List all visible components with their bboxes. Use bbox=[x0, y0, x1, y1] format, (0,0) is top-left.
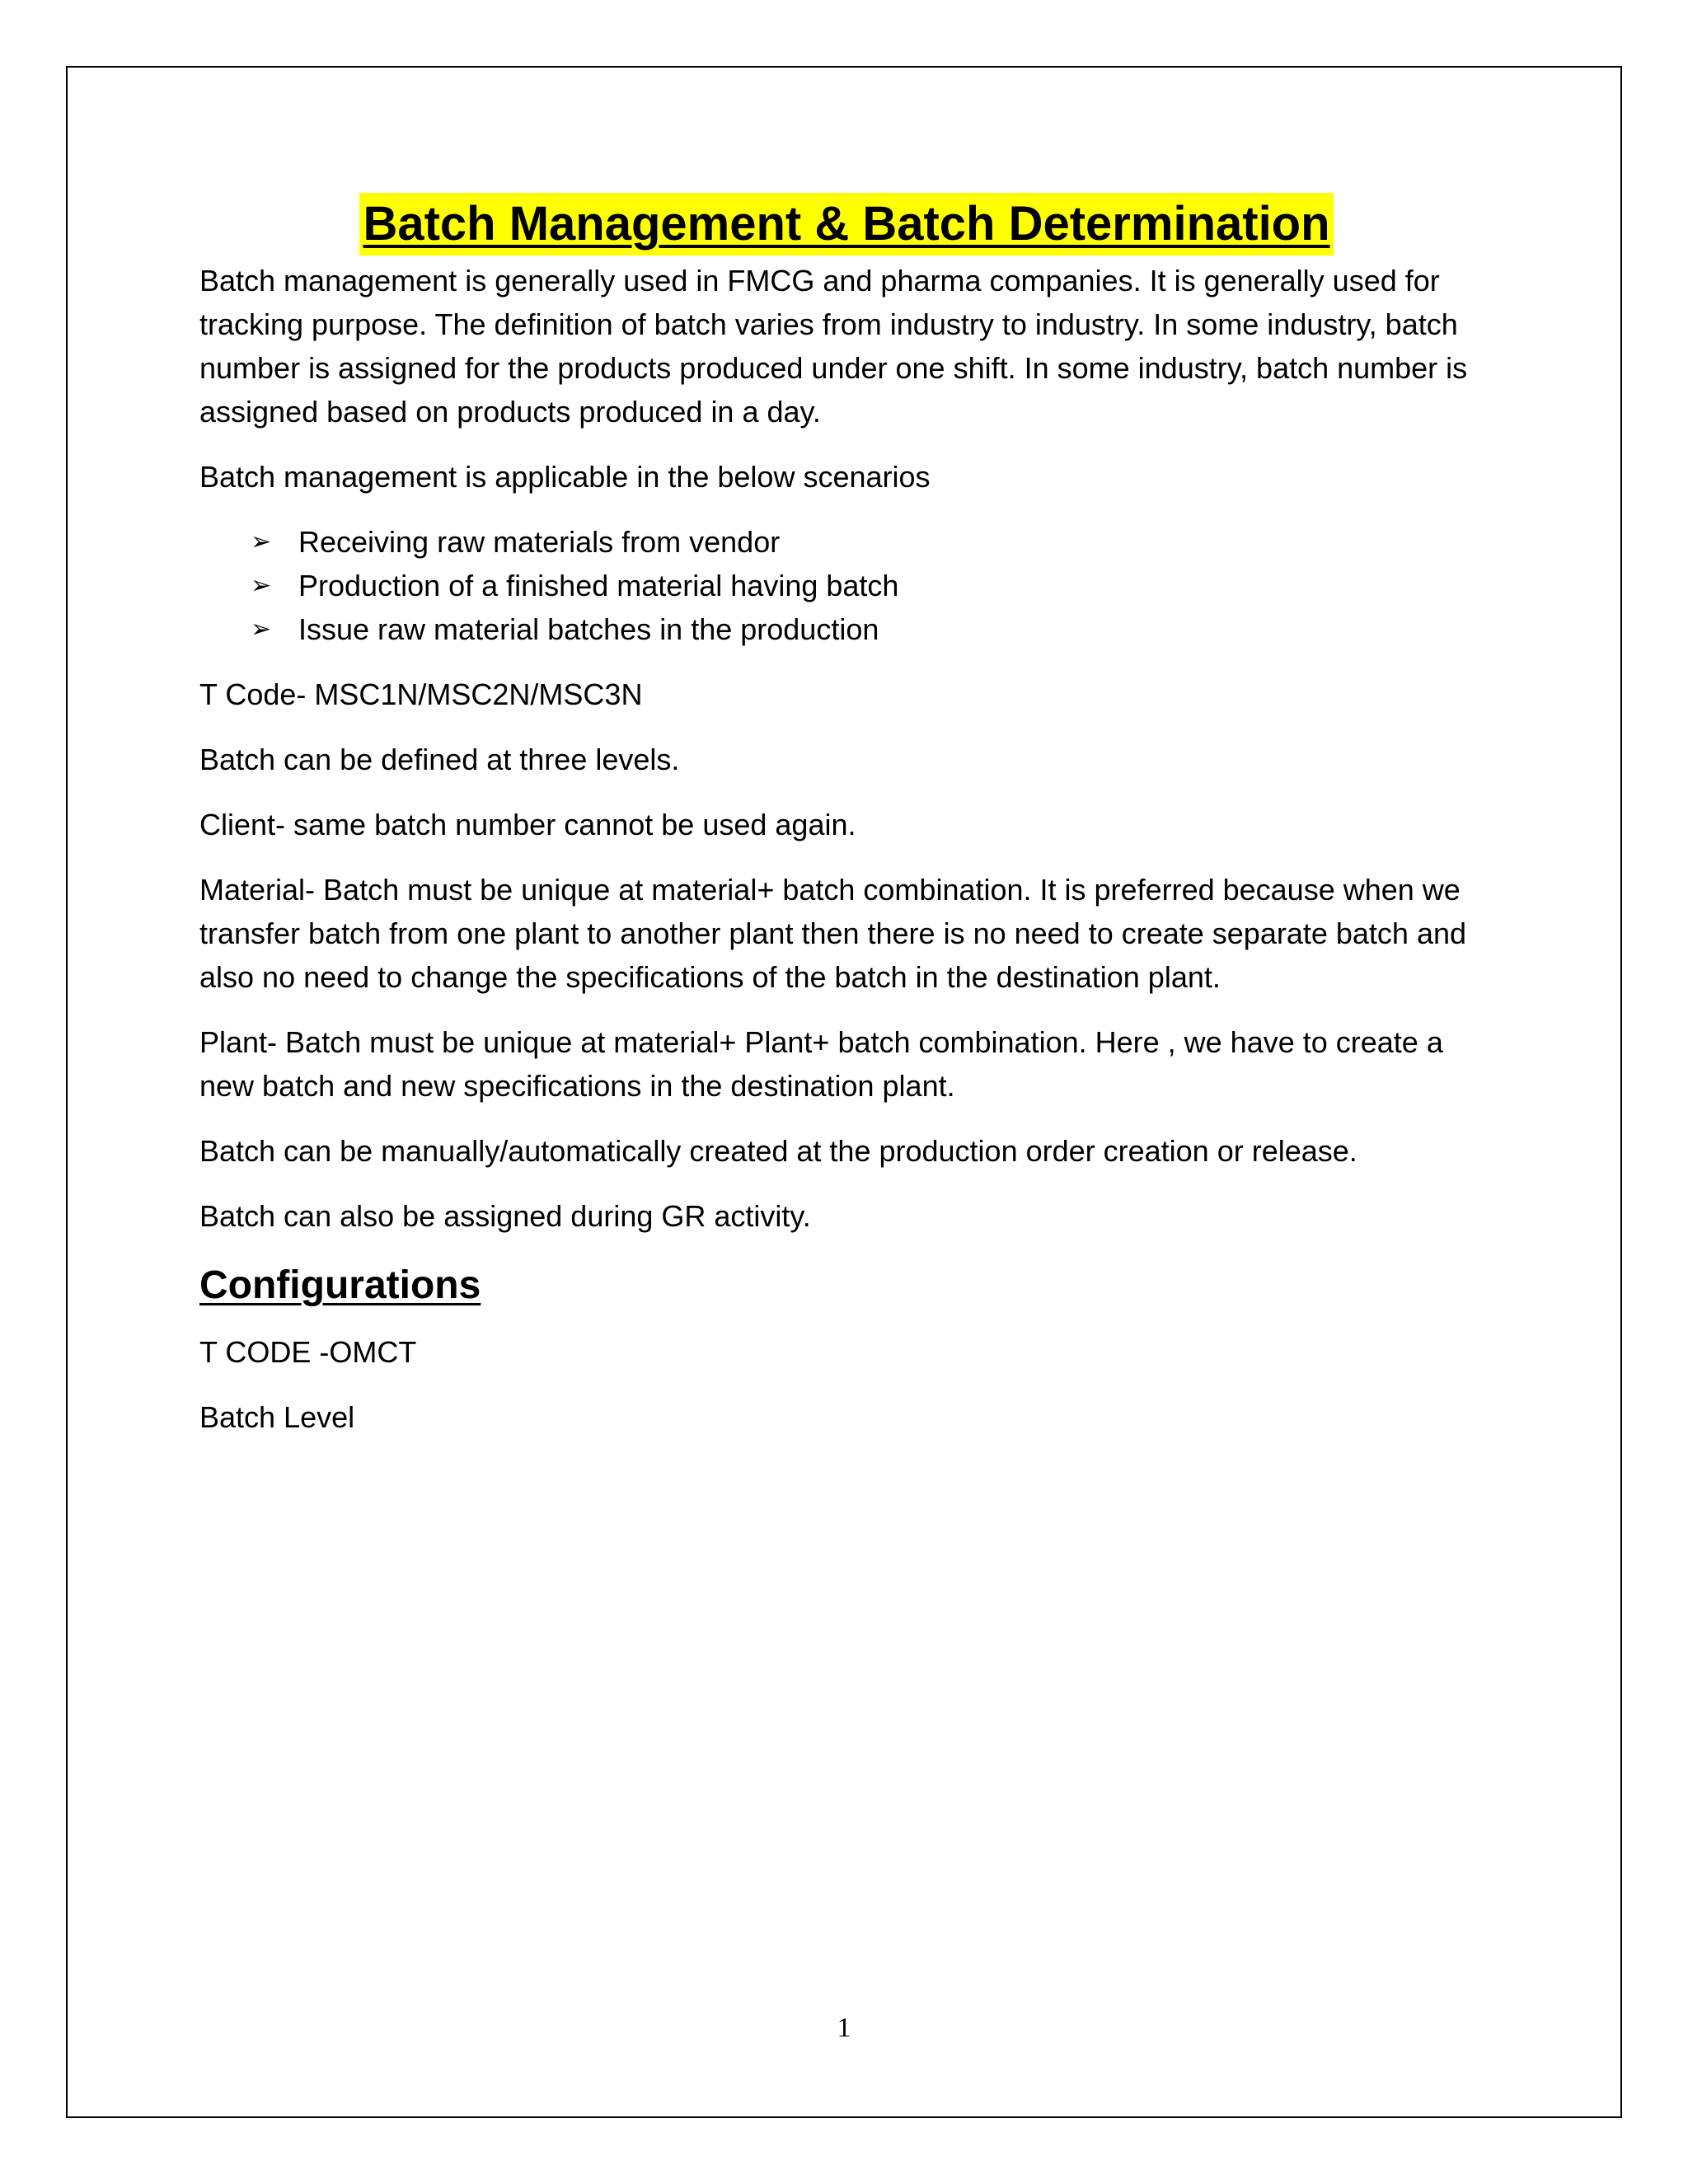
levels-paragraph: Batch can be defined at three levels. bbox=[199, 743, 680, 776]
arrowhead-bullet-icon: ➢ bbox=[251, 572, 272, 599]
material-level-paragraph: Material- Batch must be unique at material+ batch combination. It is preferred because when we transfer batch from one plant to another plant then there is no need to create separate batch and also no need to change the specifications of the batch in the destination plant. bbox=[199, 873, 1467, 994]
document-title: Batch Management & Batch Determination bbox=[359, 193, 1333, 255]
list-item bbox=[199, 607, 1493, 651]
title-container bbox=[199, 193, 1493, 255]
list-item bbox=[199, 520, 1493, 564]
list-item-text: Receiving raw materials from vendor bbox=[298, 525, 781, 559]
client-level-paragraph: Client- same batch number cannot be used again. bbox=[199, 808, 856, 841]
gr-assignment-paragraph: Batch can also be assigned during GR activity. bbox=[199, 1199, 811, 1233]
intro-paragraph: Batch management is generally used in FMCG and pharma companies. It is generally used for tracking purpose. The definition of batch varies from industry to industry. In some industry, batch number is assigned for the products produced under one shift. In some industry, batch number is assigned based on products produced in a day. bbox=[199, 264, 1468, 429]
list-item bbox=[199, 564, 1493, 607]
arrowhead-bullet-icon: ➢ bbox=[251, 528, 272, 555]
scenario-list bbox=[199, 520, 1493, 651]
page-number: 1 bbox=[837, 2013, 851, 2043]
list-item-text: Issue raw material batches in the production bbox=[298, 612, 879, 646]
section-heading: Configurations bbox=[199, 1263, 481, 1307]
list-item-text: Production of a finished material having batch bbox=[298, 569, 899, 602]
document-body bbox=[199, 193, 1493, 1460]
tcode-paragraph: T Code- MSC1N/MSC2N/MSC3N bbox=[199, 677, 643, 711]
batch-level-paragraph: Batch Level bbox=[199, 1400, 355, 1434]
config-tcode-paragraph: T CODE -OMCT bbox=[199, 1335, 417, 1369]
arrowhead-bullet-icon: ➢ bbox=[251, 616, 272, 643]
scenarios-intro: Batch management is applicable in the below scenarios bbox=[199, 460, 931, 494]
plant-level-paragraph: Plant- Batch must be unique at material+ Plant+ batch combination. Here , we have to create a new batch and new specifications in the destination plant. bbox=[199, 1025, 1443, 1103]
batch-creation-paragraph: Batch can be manually/automatically created at the production order creation or release. bbox=[199, 1134, 1357, 1168]
